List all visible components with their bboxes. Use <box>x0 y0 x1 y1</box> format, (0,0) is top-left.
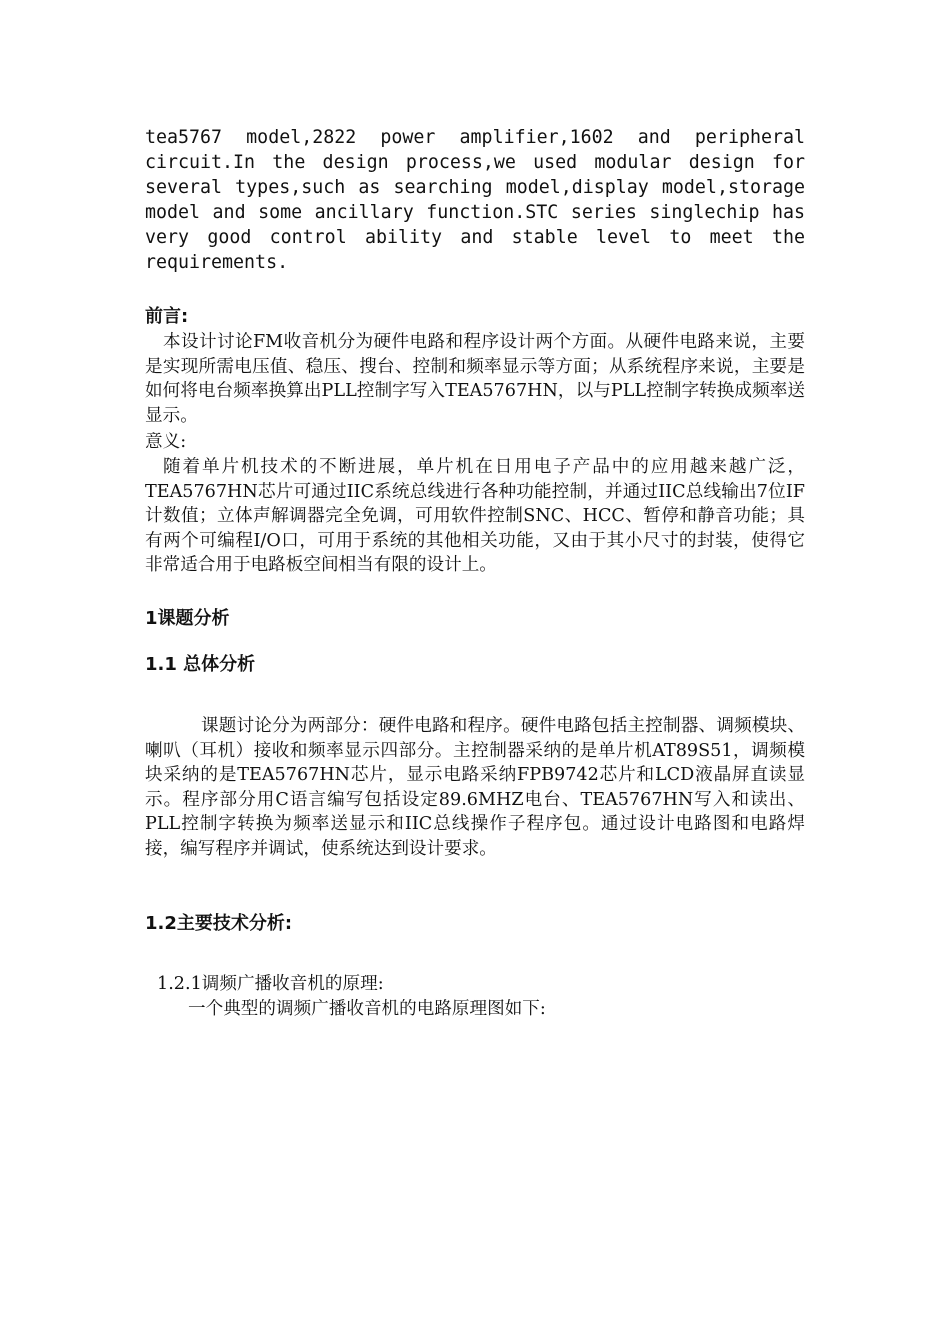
preface-body: 本设计讨论FM收音机分为硬件电路和程序设计两个方面。从硬件电路来说，主要是实现所需电压值、稳压、搜台、控制和频率显示等方面；从系统程序来说，主要是如何将电台频率换算出PLL控制字写入TEA5767HN，以与PLL控制字转换成频率送显示。 <box>145 332 805 426</box>
section-1-2-1-body: 一个典型的调频广播收音机的电路原理图如下: <box>188 999 546 1019</box>
preface-heading: 前言: <box>145 306 189 327</box>
english-abstract: tea5767 model,2822 power amplifier,1602 and peripheral circuit.In the design process,we used modular design for several types,such as searching model,display model,storage model and some ancillary function.STC series singlechip has very good control ability and stable level to meet the requirements. <box>145 127 805 273</box>
section-1-heading: 1课题分析 <box>145 608 230 629</box>
section-1-2-1-heading: 1.2.1调频广播收音机的原理: <box>157 974 384 994</box>
section-1-2-heading: 1.2主要技术分析: <box>145 913 293 934</box>
section-1-1-body: 课题讨论分为两部分：硬件电路和程序。硬件电路包括主控制器、调频模块、喇叭（耳机）接收和频率显示四部分。主控制器采纳的是单片机AT89S51，调频模块采纳的是TEA5767HN芯片，显示电路采纳FPB9742芯片和LCD液晶屏直读显示。程序部分用C语言编写包括设定89.6MHZ电台、TEA5767HN写入和读出、PLL控制字转换为频率送显示和IIC总线操作子程序包。通过设计电路图和电路焊接，编写程序并调试，使系统达到设计要求。 <box>145 716 805 859</box>
section-1-1-heading: 1.1 总体分析 <box>145 654 256 675</box>
significance-heading: 意义: <box>145 432 187 452</box>
significance-body: 随着单片机技术的不断进展，单片机在日用电子产品中的应用越来越广泛，TEA5767HN芯片可通过IIC系统总线进行各种功能控制，并通过IIC总线输出7位IF计数值；立体声解调器完全免调，可用软件控制SNC、HCC、暂停和静音功能；具有两个可编程I/O口，可用于系统的其他相关功能，又由于其小尺寸的封装，使得它非常适合用于电路板空间相当有限的设计上。 <box>145 457 805 576</box>
